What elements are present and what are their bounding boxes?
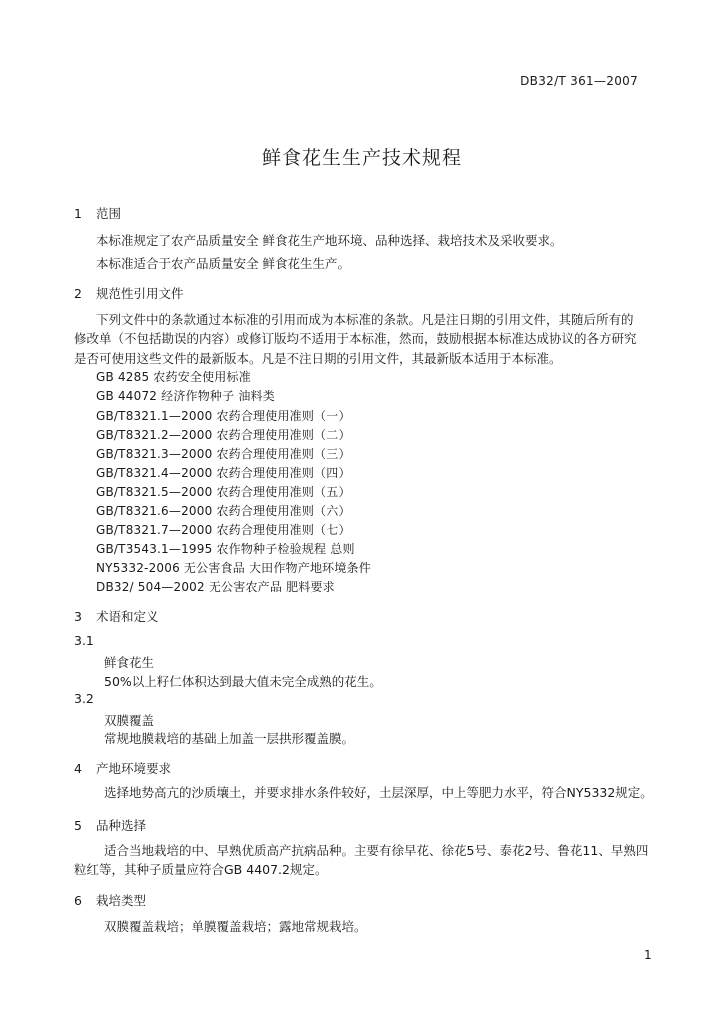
reference-item: GB/T8321.2—2000 农药合理使用准则（二）: [96, 428, 351, 442]
reference-item: GB/T8321.5—2000 农药合理使用准则（五）: [96, 485, 351, 499]
section-number: 5: [74, 818, 82, 833]
section-title: 产地环境要求: [96, 761, 172, 776]
section-1-paragraph-2: 本标准适合于农产品质量安全 鲜食花生生产。: [96, 256, 350, 271]
reference-item: GB/T8321.4—2000 农药合理使用准则（四）: [96, 466, 351, 480]
standard-code: DB32/T 361—2007: [520, 74, 638, 88]
reference-item: GB/T8321.6—2000 农药合理使用准则（六）: [96, 504, 351, 518]
section-5-line-1: 适合当地栽培的中、早熟优质高产抗病品种。主要有徐早花、徐花5号、泰花2号、鲁花11、早熟四: [104, 843, 649, 858]
term-definition: 50%以上籽仁体积达到最大值未完全成熟的花生。: [104, 674, 382, 689]
section-number: 6: [74, 893, 82, 908]
section-2-intro-line-2: 修改单（不包括勘误的内容）或修订版均不适用于本标准，然而，鼓励根据本标准达成协议的各方研究: [74, 331, 637, 346]
reference-item: GB/T8321.1—2000 农药合理使用准则（一）: [96, 409, 351, 423]
document-title: 鲜食花生生产技术规程: [261, 147, 462, 169]
term-number: 3.2: [74, 691, 94, 706]
section-2-intro-line-3: 是否可使用这些文件的最新版本。凡是不注日期的引用文件，其最新版本适用于本标准。: [74, 351, 562, 366]
reference-item: GB/T8321.7—2000 农药合理使用准则（七）: [96, 523, 351, 537]
section-title: 术语和定义: [96, 609, 159, 624]
section-number: 3: [74, 609, 82, 624]
section-1-heading: [74, 204, 121, 222]
section-title: 栽培类型: [96, 893, 147, 908]
section-number: 1: [74, 206, 82, 221]
section-5-line-2: 粒红等，其种子质量应符合GB 4407.2规定。: [74, 862, 328, 877]
section-6-heading: [74, 891, 146, 909]
reference-item: GB/T8321.3—2000 农药合理使用准则（三）: [96, 447, 351, 461]
section-title: 规范性引用文件: [96, 286, 184, 301]
section-4-paragraph: 选择地势高亢的沙质壤土，并要求排水条件较好，土层深厚，中上等肥力水平，符合NY5332规定。: [104, 785, 653, 800]
section-2-intro-line-1: 下列文件中的条款通过本标准的引用而成为本标准的条款。凡是注日期的引用文件，其随后所有的: [96, 312, 634, 327]
section-6-paragraph: 双膜覆盖栽培；单膜覆盖栽培；露地常规栽培。: [104, 919, 367, 934]
term-name: 鲜食花生: [104, 655, 155, 670]
section-3-heading: [74, 607, 159, 625]
term-name: 双膜覆盖: [104, 713, 155, 728]
section-4-heading: [74, 759, 171, 777]
page-number: 1: [644, 948, 652, 962]
reference-item: DB32/ 504—2002 无公害农产品 肥料要求: [96, 580, 335, 594]
term-number: 3.1: [74, 633, 94, 648]
reference-item: GB/T3543.1—1995 农作物种子检验规程 总则: [96, 542, 355, 556]
section-title: 品种选择: [96, 818, 147, 833]
section-title: 范围: [96, 206, 122, 221]
term-definition: 常规地膜栽培的基础上加盖一层拱形覆盖膜。: [104, 731, 355, 746]
reference-item: NY5332-2006 无公害食品 大田作物产地环境条件: [96, 561, 371, 575]
section-number: 4: [74, 761, 82, 776]
section-5-heading: [74, 816, 146, 834]
section-2-heading: [74, 284, 184, 302]
reference-item: GB 4285 农药安全使用标准: [96, 370, 251, 384]
reference-item: GB 44072 经济作物种子 油料类: [96, 389, 275, 403]
section-1-paragraph-1: 本标准规定了农产品质量安全 鲜食花生产地环境、品种选择、栽培技术及采收要求。: [96, 233, 563, 248]
section-number: 2: [74, 286, 82, 301]
